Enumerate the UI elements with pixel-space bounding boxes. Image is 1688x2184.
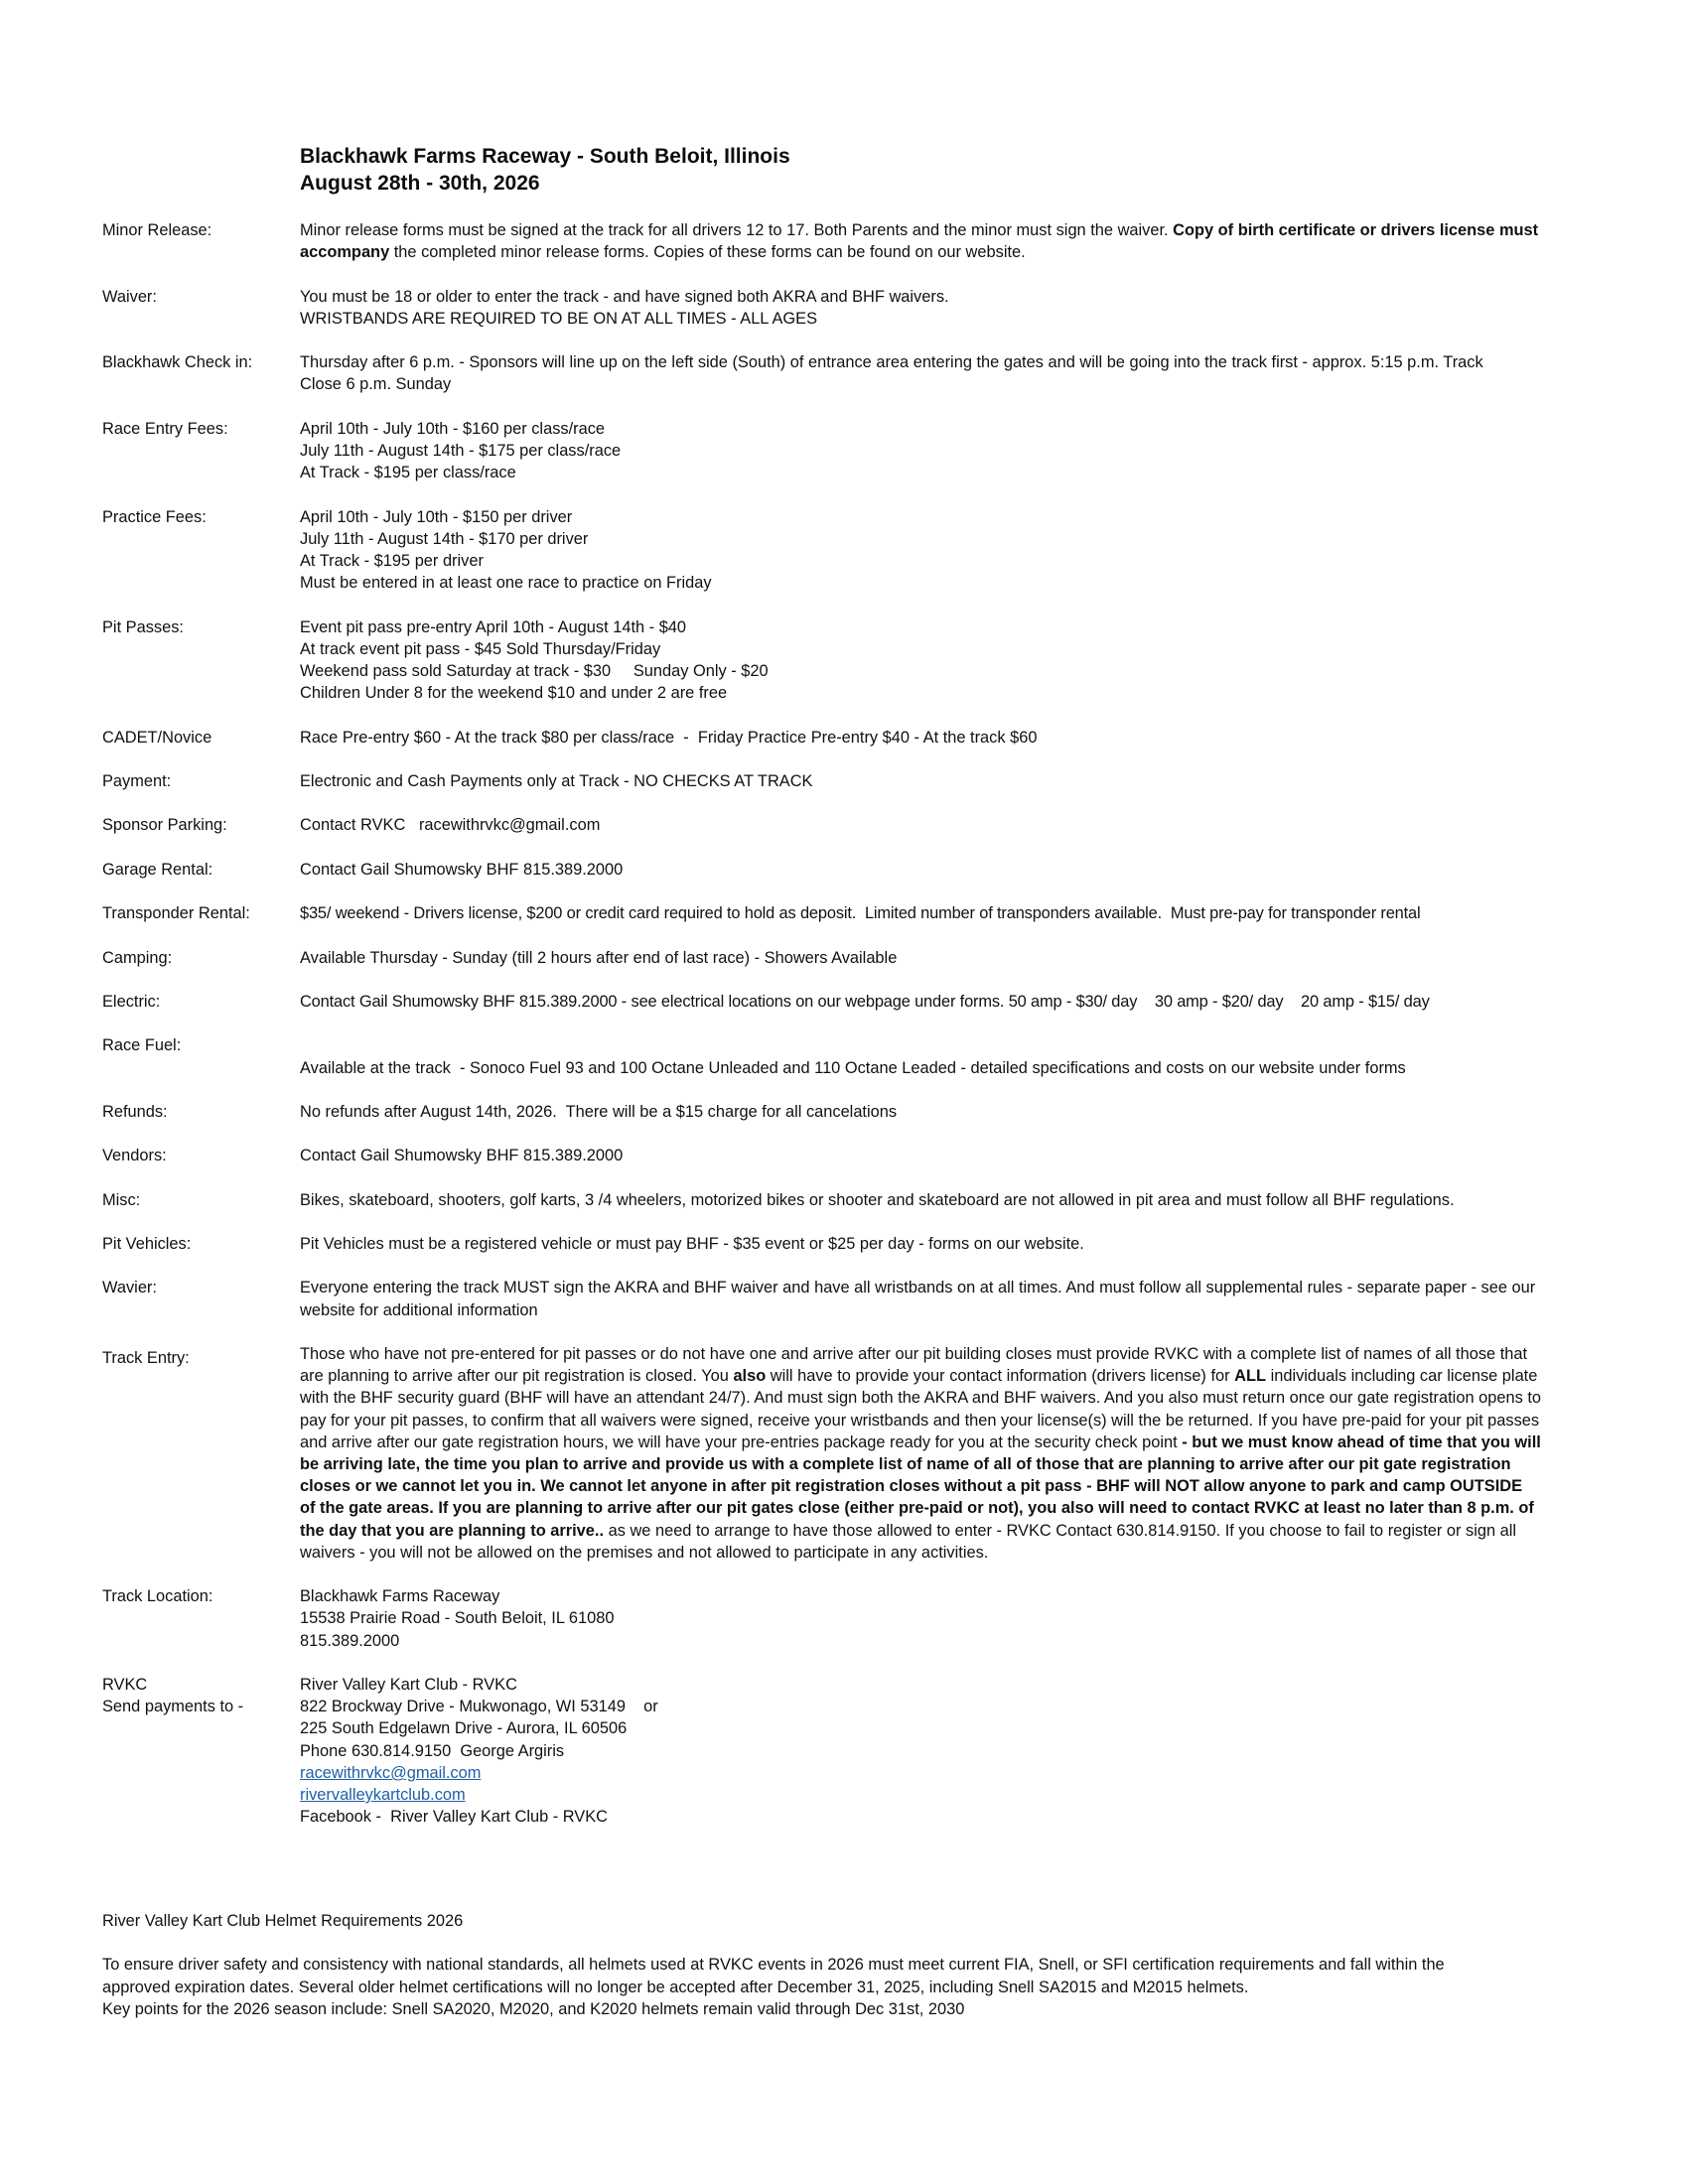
section-label: Race Fuel:	[102, 1036, 182, 1055]
section-label: Practice Fees:	[102, 507, 207, 526]
title-dates: August 28th - 30th, 2026	[300, 172, 540, 195]
text-line: Children Under 8 for the weekend $10 and under 2 are free	[300, 684, 728, 703]
text-line: 15538 Prairie Road - South Beloit, IL 61080	[300, 1609, 615, 1628]
text-line: 225 South Edgelawn Drive - Aurora, IL 60506	[300, 1719, 628, 1738]
section-pit-passes	[102, 616, 1592, 705]
text: Those who have not pre-entered for pit passes or do not have one and arrive after our pit building closes must provide RVKC with a complete list of names of all those that are planning to arrive after our pit registration is closed. You	[300, 1345, 1528, 1386]
email-link[interactable]: racewithrvkc@gmail.com	[300, 1763, 482, 1782]
helmet-requirements	[102, 1910, 1592, 2020]
text-line: At Track - $195 per driver	[300, 551, 484, 570]
section-value: Contact Gail Shumowsky BHF 815.389.2000	[300, 860, 624, 879]
website-link[interactable]: rivervalleykartclub.com	[300, 1786, 466, 1805]
helmet-key-points: Key points for the 2026 season include: Snell SA2020, M2020, and K2020 helmets remain valid through Dec 31st, 2030	[102, 1999, 965, 2018]
section-minor-release	[102, 219, 1592, 263]
section-label: Payment:	[102, 771, 172, 790]
section-label: Transponder Rental:	[102, 904, 250, 923]
section-value	[300, 1585, 1592, 1652]
section-label: Minor Release:	[102, 221, 212, 239]
section-label	[102, 1674, 300, 1828]
section-label: Pit Passes:	[102, 617, 184, 636]
section-pit-vehicles	[102, 1233, 1592, 1255]
section-label: Waiver:	[102, 287, 157, 306]
section-race-entry-fees	[102, 418, 1592, 484]
section-value	[300, 506, 1592, 595]
section-value	[300, 1034, 1592, 1078]
text-line: 822 Brockway Drive - Mukwonago, WI 53149 or	[300, 1698, 658, 1716]
section-camping	[102, 947, 1592, 969]
section-label: Blackhawk Check in:	[102, 353, 253, 372]
section-label: Vendors:	[102, 1147, 167, 1165]
blank-line	[300, 1034, 1592, 1056]
text-line: July 11th - August 14th - $170 per driver	[300, 529, 589, 548]
text: the completed minor release forms. Copies of these forms can be found on our website.	[389, 243, 1026, 262]
section-value: Contact Gail Shumowsky BHF 815.389.2000 - see electrical locations on our webpage under forms. 50 amp - $30/ day 30 amp - $20/ day 20 amp - $15/ day	[300, 992, 1430, 1011]
section-value: Contact Gail Shumowsky BHF 815.389.2000	[300, 1147, 624, 1165]
text-line: At Track - $195 per class/race	[300, 464, 516, 482]
section-label: Pit Vehicles:	[102, 1235, 192, 1254]
section-cadet-novice	[102, 727, 1592, 749]
section-value	[300, 418, 1592, 484]
label-line: Send payments to -	[102, 1698, 244, 1716]
text-line: WRISTBANDS ARE REQUIRED TO BE ON AT ALL TIMES - ALL AGES	[300, 309, 818, 328]
section-value: Pit Vehicles must be a registered vehicle or must pay BHF - $35 event or $25 per day - forms on our website.	[300, 1235, 1084, 1254]
section-value: Bikes, skateboard, shooters, golf karts, 3 /4 wheelers, motorized bikes or shooter and skateboard are not allowed in pit area and must follow all BHF regulations.	[300, 1190, 1455, 1209]
section-label: Track Location:	[102, 1587, 213, 1606]
section-value: Thursday after 6 p.m. - Sponsors will line up on the left side (South) of entrance area entering the gates and will be going into the track first - approx. 5:15 p.m. Track Close 6 p.m. Sunday	[300, 353, 1483, 394]
section-label: Misc:	[102, 1190, 141, 1209]
section-race-fuel	[102, 1034, 1592, 1078]
section-label: Race Entry Fees:	[102, 419, 228, 438]
section-electric	[102, 991, 1592, 1013]
text-line: Event pit pass pre-entry April 10th - August 14th - $40	[300, 617, 687, 636]
text: Minor release forms must be signed at the track for all drivers 12 to 17. Both Parents and the minor must sign the waiver.	[300, 221, 1174, 239]
text-line: 815.389.2000	[300, 1631, 400, 1650]
text: as we need to arrange to have those allowed to enter - RVKC Contact 630.814.9150. If you choose to fail to register or sign all waivers - you will not be allowed on the premises and not allowed to participate in any activities.	[300, 1521, 1517, 1562]
text-line: At track event pit pass - $45 Sold Thursday/Friday	[300, 639, 661, 658]
section-refunds	[102, 1101, 1592, 1123]
section-misc	[102, 1189, 1592, 1211]
bold-text: - but we must know ahead of time that you will be arriving late, the time you plan to arrive and provide us with a complete list of name of all of those that are planning to arrive after our pit gate registration closes or we cannot let you in. We cannot let anyone in after pit registration closes without a pit pass - BHF will NOT allow anyone to park and camp OUTSIDE of the gate areas. If you are planning to arrive after our pit gates close (either pre-paid or not), you also will need to contact RVKC at least no later than 8 p.m. of the day that you are planning to arrive..	[300, 1433, 1541, 1540]
section-value	[300, 1343, 1541, 1564]
section-value: Contact RVKC racewithrvkc@gmail.com	[300, 816, 601, 835]
section-label: Garage Rental:	[102, 860, 213, 879]
bold-text: Copy of birth certificate or drivers license must accompany	[300, 221, 1539, 262]
section-track-entry	[102, 1343, 1592, 1564]
text: will have to provide your contact information (drivers license) for	[766, 1367, 1235, 1386]
text-line: River Valley Kart Club - RVKC	[300, 1676, 517, 1695]
section-value	[300, 616, 1592, 705]
section-value	[300, 219, 1592, 263]
text-line: Must be entered in at least one race to practice on Friday	[300, 574, 712, 593]
text: individuals including car license plate with the BHF security guard (BHF will have an attendant 24/7). And must sign both the AKRA and BHF waivers. And you also must return once our gate registration opens to pay for your pit passes, to confirm that all waivers were signed, receive your wristbands and then your license(s) will the be returned. If you have pre-paid for your pit passes and arrive after our gate registration hours, we will have your pre-entries package ready for you at the security check point	[300, 1367, 1541, 1451]
section-track-location	[102, 1585, 1592, 1652]
section-value	[300, 1674, 1592, 1828]
section-value	[300, 286, 1592, 330]
section-check-in	[102, 351, 1592, 395]
section-value: Electronic and Cash Payments only at Track - NO CHECKS AT TRACK	[300, 771, 813, 790]
section-label: Camping:	[102, 948, 173, 967]
section-value: Race Pre-entry $60 - At the track $80 per class/race - Friday Practice Pre-entry $40 - At the track $60	[300, 728, 1038, 747]
section-sponsor-parking	[102, 814, 1592, 836]
helmet-paragraph: To ensure driver safety and consistency with national standards, all helmets used at RVKC events in 2026 must meet current FIA, Snell, or SFI certification requirements and fall within the approved expiration dates. Several older helmet certifications will no longer be accepted after December 31, 2025, including Snell SA2015 and M2015 helmets.	[102, 1956, 1445, 1996]
section-label: Electric:	[102, 992, 161, 1011]
section-value: No refunds after August 14th, 2026. There will be a $15 charge for all cancelations	[300, 1102, 898, 1121]
section-waiver	[102, 286, 1592, 330]
bold-text: also	[733, 1367, 767, 1386]
section-vendors	[102, 1145, 1592, 1166]
section-label: CADET/Novice	[102, 728, 212, 747]
text-line: April 10th - July 10th - $160 per class/race	[300, 419, 606, 438]
text-line: July 11th - August 14th - $175 per class/race	[300, 441, 622, 460]
bold-text: ALL	[1234, 1367, 1267, 1386]
text-line: Phone 630.814.9150 George Argiris	[300, 1741, 565, 1760]
section-transponder-rental	[102, 902, 1592, 924]
event-info-sections	[102, 219, 1592, 1850]
text-line: Weekend pass sold Saturday at track - $30 Sunday Only - $20	[300, 661, 769, 680]
label-line: RVKC	[102, 1676, 148, 1695]
section-practice-fees	[102, 506, 1592, 595]
document-title	[300, 143, 790, 197]
text-line: You must be 18 or older to enter the track - and have signed both AKRA and BHF waivers.	[300, 287, 949, 306]
section-value: $35/ weekend - Drivers license, $200 or credit card required to hold as deposit. Limited number of transponders available. Must pre-pay for transponder rental	[300, 904, 1421, 923]
section-label: Refunds:	[102, 1102, 168, 1121]
section-garage-rental	[102, 859, 1592, 881]
helmet-heading: River Valley Kart Club Helmet Requirements 2026	[102, 1912, 464, 1930]
text-line: April 10th - July 10th - $150 per driver	[300, 507, 573, 526]
section-label: Wavier:	[102, 1279, 157, 1297]
section-value: Available Thursday - Sunday (till 2 hours after end of last race) - Showers Available	[300, 948, 898, 967]
section-rvkc	[102, 1674, 1592, 1828]
facebook-text: Facebook - River Valley Kart Club - RVKC	[300, 1808, 609, 1827]
text-line: Blackhawk Farms Raceway	[300, 1587, 500, 1606]
text-line: Available at the track - Sonoco Fuel 93 and 100 Octane Unleaded and 110 Octane Leaded - detailed specifications and costs on our website under forms	[300, 1058, 1406, 1077]
section-label: Sponsor Parking:	[102, 816, 227, 835]
section-value: Everyone entering the track MUST sign the AKRA and BHF waiver and have all wristbands on at all times. And must follow all supplemental rules - separate paper - see our website for additional information	[300, 1279, 1536, 1319]
section-payment	[102, 770, 1592, 792]
title-venue: Blackhawk Farms Raceway - South Beloit, Illinois	[300, 145, 790, 168]
section-wavier	[102, 1277, 1592, 1320]
section-label: Track Entry:	[102, 1349, 190, 1368]
